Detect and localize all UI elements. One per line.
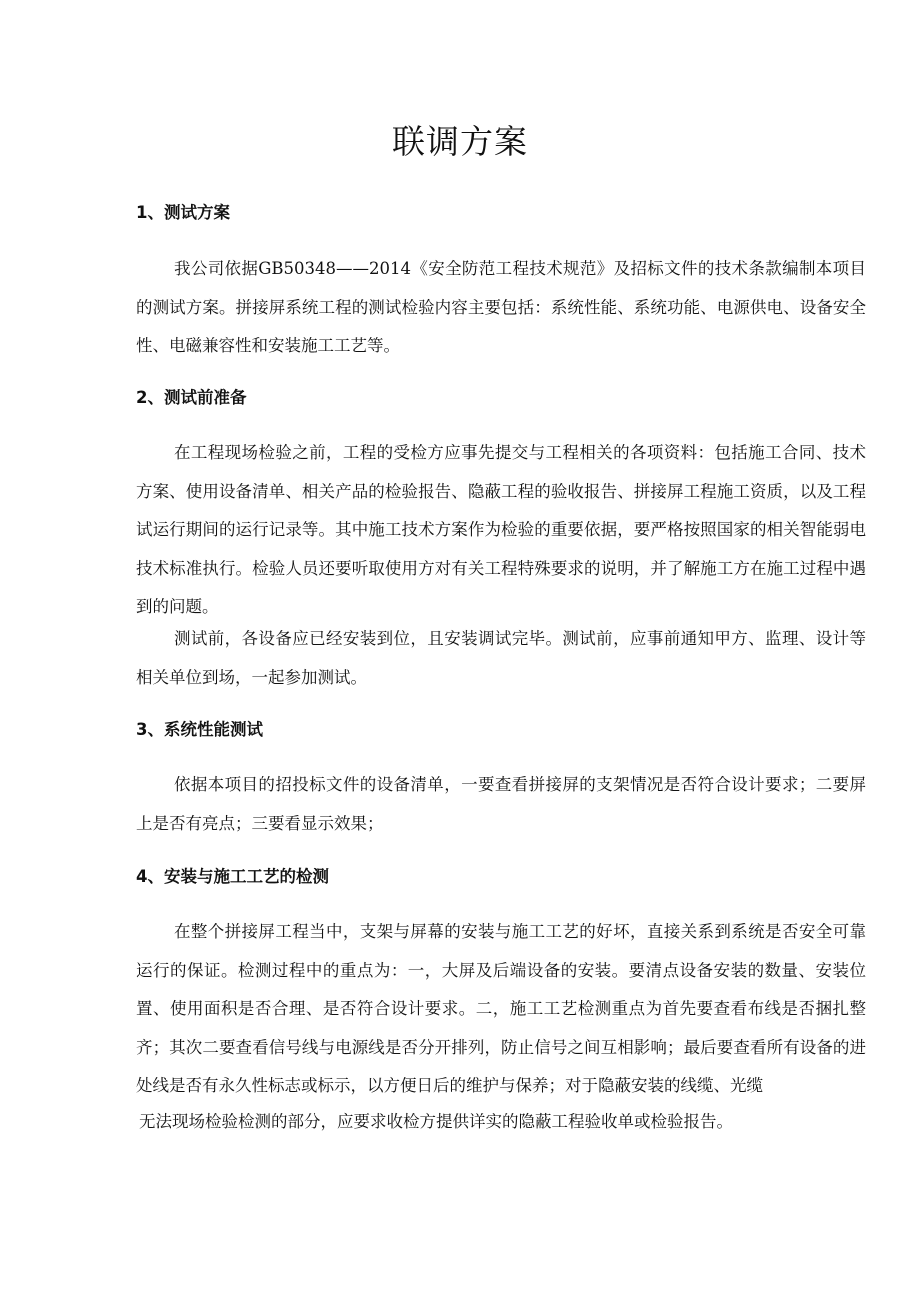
section-2-paragraph-1: 在工程现场检验之前，工程的受检方应事先提交与工程相关的各项资料：包括施工合同、技术方案、使用设备清单、相关产品的检验报告、隐蔽工程的验收报告、拼接屏工程施工资质，以及工程试运行期间的运行记录等。其中施工技术方案作为检验的重要依据，要严格按照国家的相关智能弱电技术标准执行。检验人员还要听取使用方对有关工程特殊要求的说明，并了解施工方在施工过程中遇到的问题。: [136, 443, 866, 616]
section-heading-2: 2、测试前准备: [136, 388, 247, 407]
document-title: 联调方案: [392, 122, 528, 161]
section-4-trailing-line: 无法现场检验检测的部分，应要求收检方提供详实的隐蔽工程验收单或检验报告。: [139, 1112, 733, 1131]
section-heading-1: 1、测试方案: [136, 203, 230, 222]
section-heading-4: 4、安装与施工工艺的检测: [136, 867, 329, 886]
section-4-paragraph-1: 在整个拼接屏工程当中，支架与屏幕的安装与施工工艺的好坏，直接关系到系统是否安全可靠运行的保证。检测过程中的重点为：一，大屏及后端设备的安装。要清点设备安装的数量、安装位置、使用面积是否合理、是否符合设计要求。二，施工工艺检测重点为首先要查看布线是否捆扎整齐；其次二要查看信号线与电源线是否分开排列，防止信号之间互相影响；最后要查看所有设备的进处线是否有永久性标志或标示，以方便日后的维护与保养；对于隐蔽安装的线缆、光缆: [136, 922, 866, 1095]
section-1-paragraph-1: 我公司依据GB50348——2014《安全防范工程技术规范》及招标文件的技术条款编制本项目的测试方案。拼接屏系统工程的测试检验内容主要包括：系统性能、系统功能、电源供电、设备安全性、电磁兼容性和安装施工工艺等。: [136, 259, 866, 355]
section-3-paragraph-1: 依据本项目的招投标文件的设备清单，一要查看拼接屏的支架情况是否符合设计要求；二要屏上是否有亮点；三要看显示效果；: [136, 775, 866, 833]
section-heading-3: 3、系统性能测试: [136, 720, 263, 739]
section-2-paragraph-2: 测试前，各设备应已经安装到位，且安装调试完毕。测试前，应事前通知甲方、监理、设计等相关单位到场，一起参加测试。: [136, 629, 866, 687]
